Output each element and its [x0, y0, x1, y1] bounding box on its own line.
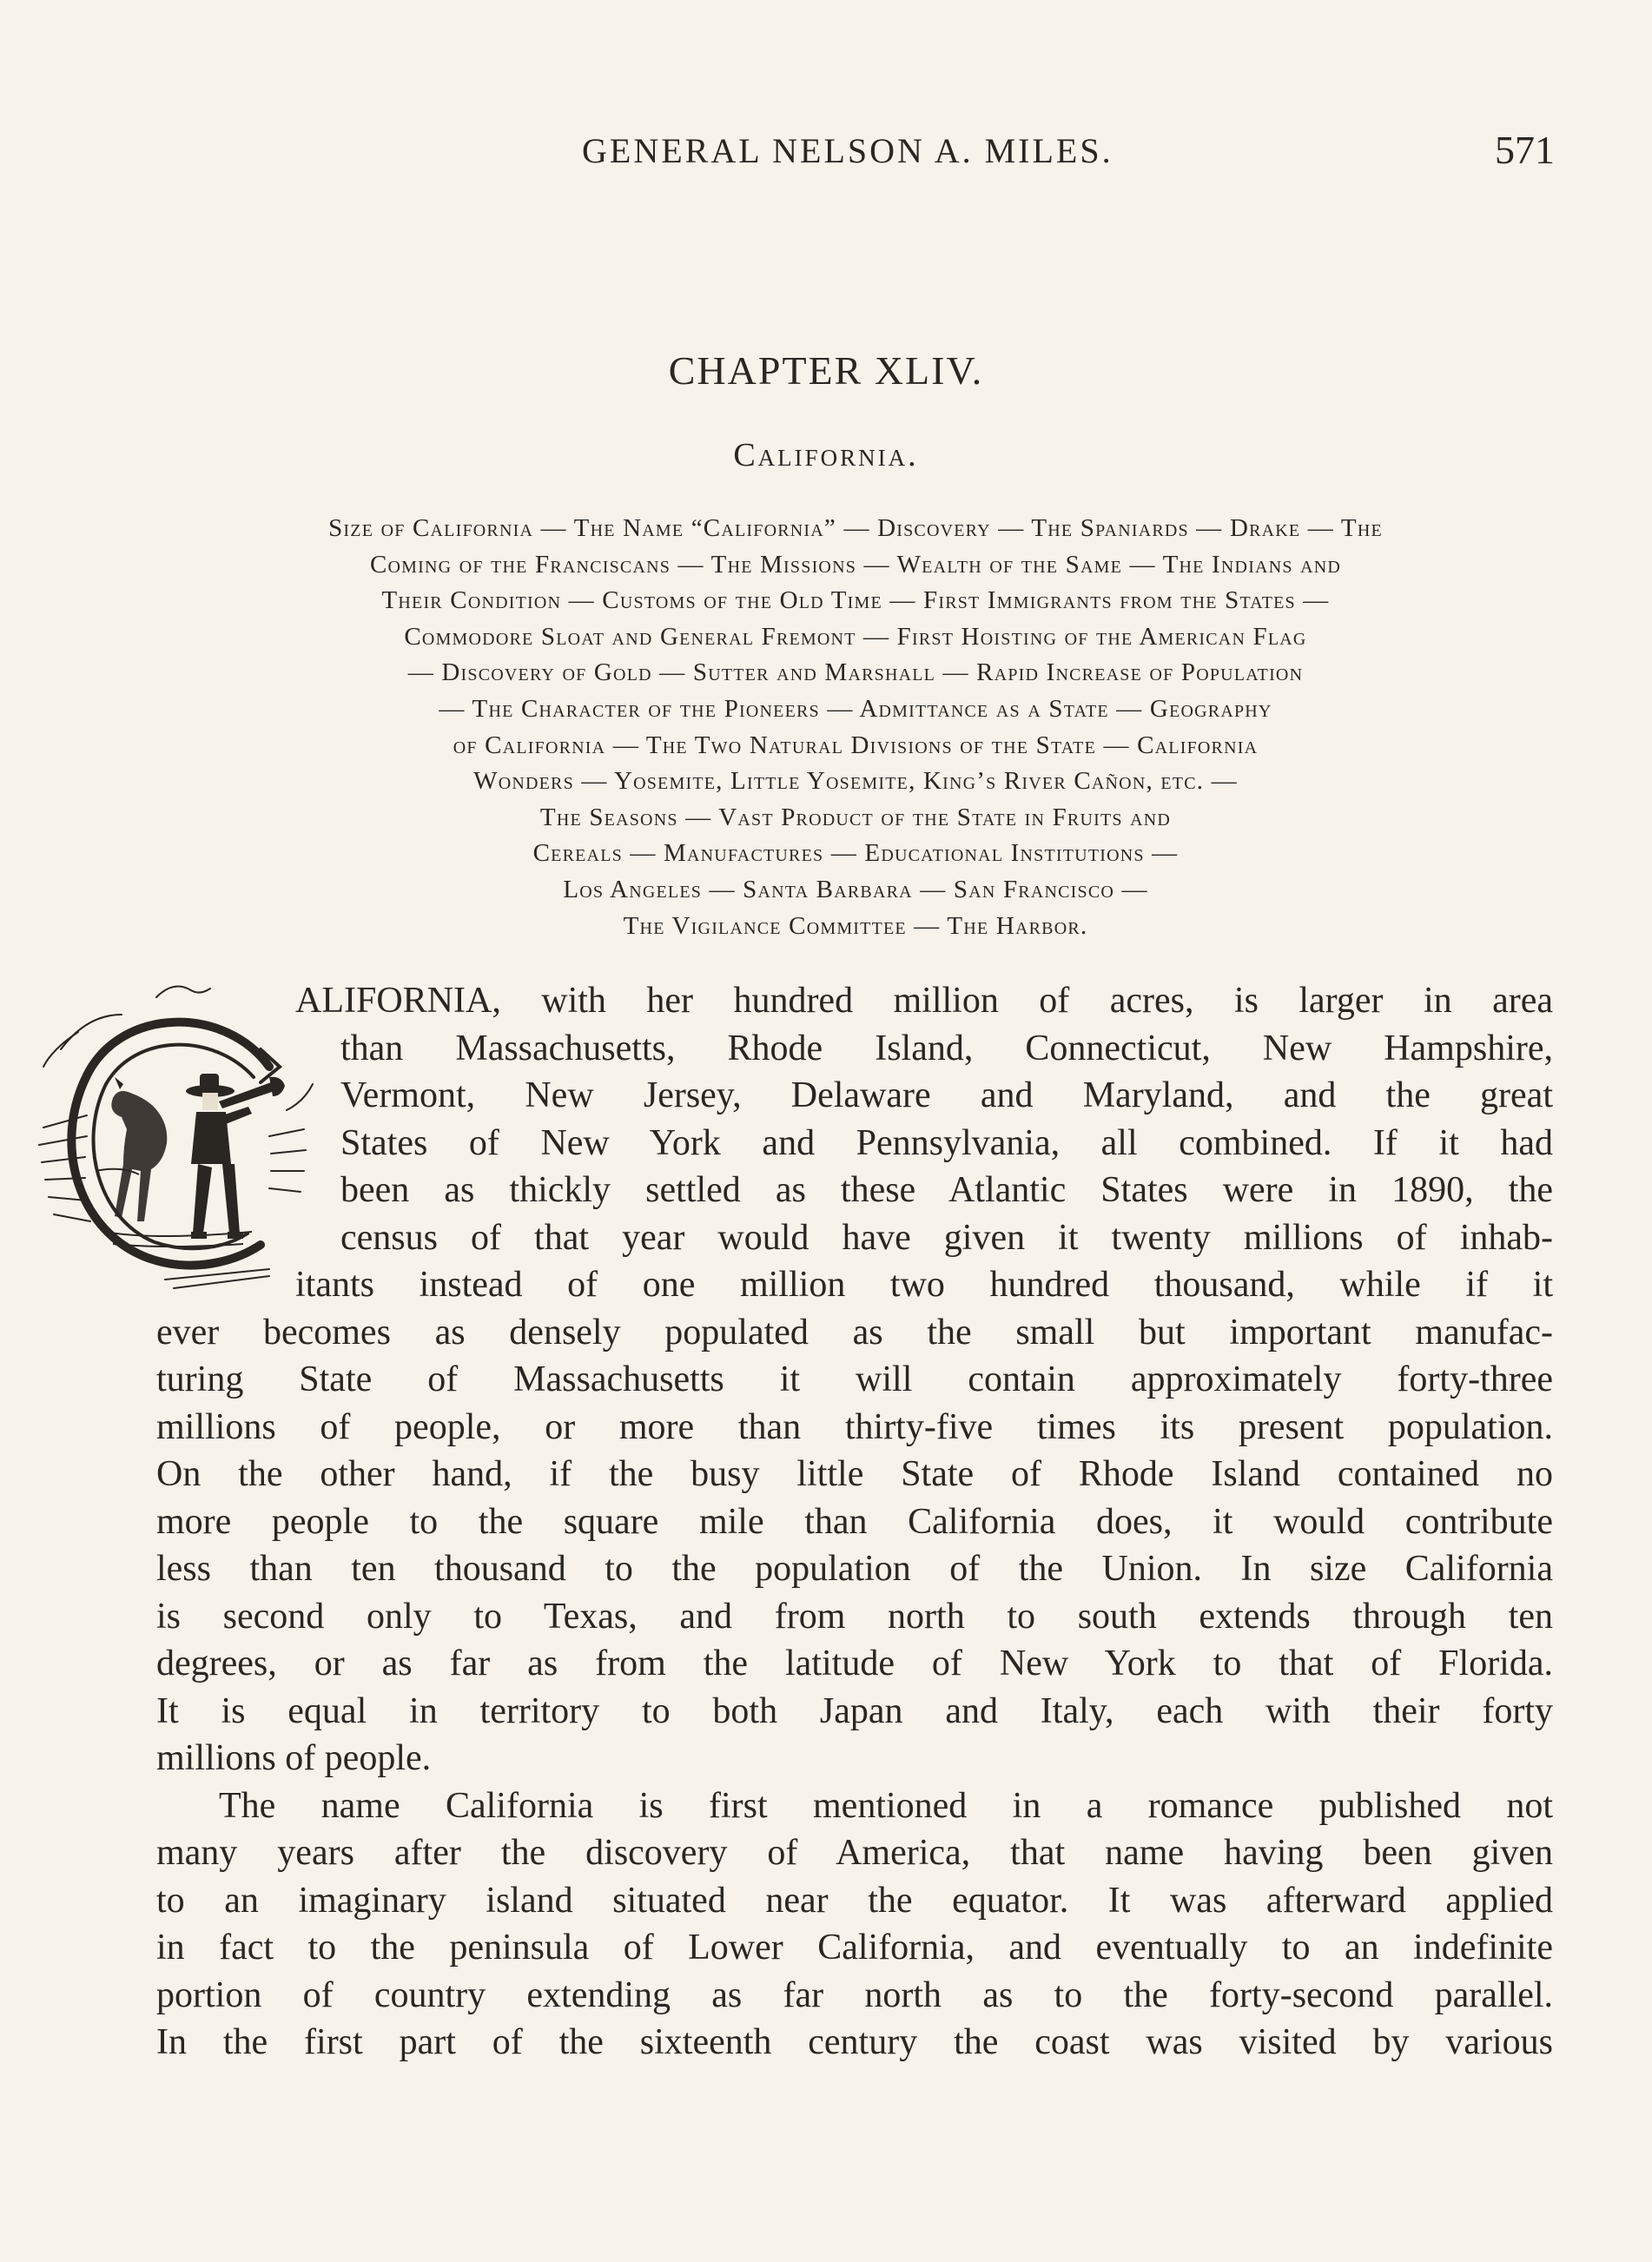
- body-line: is second only to Texas, and from north to south extends through ten: [156, 1596, 1553, 1637]
- body-line: been as thickly settled as these Atlantic States were in 1890, the: [340, 1170, 1553, 1210]
- body-line: degrees, or as far as from the latitude of New York to that of Florida.: [156, 1644, 1553, 1683]
- body-line: ALIFORNIA, with her hundred million of acres, is larger in area: [295, 981, 1553, 1021]
- body-line: millions of people, or more than thirty-five times its present population.: [156, 1406, 1553, 1447]
- synopsis-line: Size of California — The Name “California” — Discovery — The Spaniards — Drake — The: [328, 514, 1383, 542]
- body-text: [156, 977, 1553, 2067]
- synopsis-line: Their Condition — Customs of the Old Time — First Immigrants from the States —: [381, 586, 1330, 615]
- body-line: States of New York and Pennsylvania, all combined. If it had: [340, 1122, 1553, 1163]
- synopsis-line: Coming of the Franciscans — The Missions — Wealth of the Same — The Indians and: [369, 550, 1342, 579]
- synopsis-line: of California — The Two Natural Divisions of the State — California: [453, 731, 1259, 759]
- synopsis-line: Los Angeles — Santa Barbara — San Francisco —: [563, 875, 1148, 903]
- body-line: ever becomes as densely populated as the small but important manufac-: [156, 1312, 1553, 1353]
- chapter-subtitle: California.: [733, 437, 919, 473]
- synopsis-line: — The Character of the Pioneers — Admittance as a State — Geography: [439, 694, 1272, 723]
- synopsis-line: The Seasons — Vast Product of the State in Fruits and: [539, 803, 1172, 831]
- running-title: GENERAL NELSON A. MILES.: [582, 131, 1113, 170]
- body-line: turing State of Massachusetts it will contain approximately forty-three: [156, 1359, 1553, 1399]
- body-line: census of that year would have given it twenty millions of inhab-: [340, 1217, 1553, 1258]
- body-line: to an imaginary island situated near the equator. It was afterward applied: [156, 1880, 1553, 1921]
- body-line: millions of people.: [156, 1738, 432, 1778]
- body-line: many years after the discovery of America, that name having been given: [156, 1833, 1553, 1873]
- body-line: less than ten thousand to the population of the Union. In size California: [156, 1549, 1553, 1589]
- chapter-synopsis: [156, 511, 1555, 944]
- body-line: In the first part of the sixteenth century the coast was visited by various: [156, 2022, 1553, 2062]
- body-line: more people to the square mile than California does, it would contribute: [156, 1501, 1553, 1542]
- body-line: Vermont, New Jersey, Delaware and Maryland, and the great: [340, 1075, 1553, 1115]
- synopsis-line: Wonders — Yosemite, Little Yosemite, King’s River Cañon, etc. —: [473, 767, 1238, 796]
- synopsis-line: The Vigilance Committee — The Harbor.: [623, 911, 1088, 940]
- body-line: portion of country extending as far north as to the forty-second parallel.: [156, 1974, 1553, 2015]
- chapter-title: CHAPTER XLIV.: [668, 348, 984, 393]
- running-head: [148, 130, 1555, 182]
- synopsis-line: Commodore Sloat and General Fremont — First Hoisting of the American Flag: [404, 622, 1307, 651]
- body-line: than Massachusetts, Rhode Island, Connecticut, New Hampshire,: [340, 1028, 1553, 1068]
- synopsis-line: Cereals — Manufactures — Educational Institutions —: [532, 839, 1179, 868]
- page-number: 571: [1495, 128, 1555, 172]
- body-line: in fact to the peninsula of Lower California, and eventually to an indefinite: [156, 1928, 1553, 1968]
- body-line: itants instead of one million two hundred thousand, while if it: [295, 1265, 1553, 1305]
- body-line: On the other hand, if the busy little State of Rhode Island contained no: [156, 1454, 1553, 1494]
- body-line: It is equal in territory to both Japan and Italy, each with their forty: [156, 1690, 1553, 1731]
- body-line: The name California is first mentioned in a romance published not: [219, 1785, 1553, 1826]
- synopsis-line: — Discovery of Gold — Sutter and Marshall — Rapid Increase of Population: [407, 658, 1304, 687]
